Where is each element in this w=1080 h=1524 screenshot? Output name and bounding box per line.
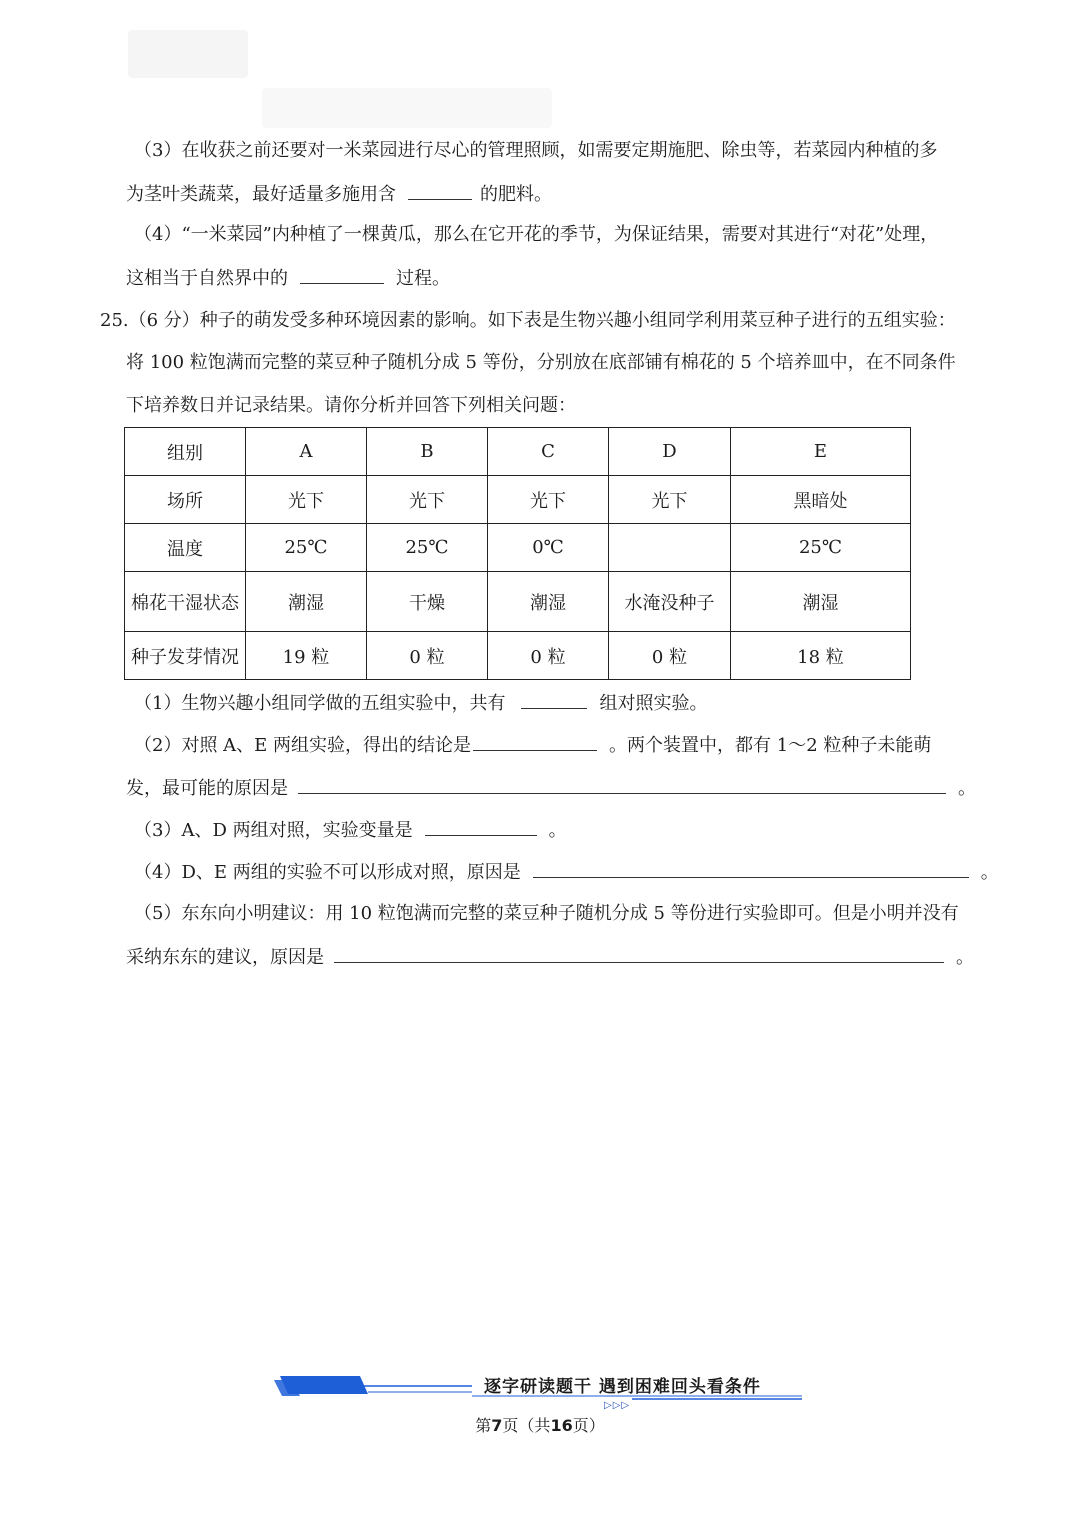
answer-blank[interactable]: [533, 859, 969, 878]
q24-part3-line2: 为茎叶类蔬菜，最好适量多施用含 的肥料。: [126, 181, 552, 208]
q25-sub4: （4）D、E 两组的实验不可以形成对照，原因是 。: [134, 859, 999, 886]
table-cell: 25℃: [731, 524, 911, 572]
table-cell: 0 粒: [488, 632, 609, 680]
table-cell: 0 粒: [609, 632, 731, 680]
answer-blank[interactable]: [521, 690, 587, 709]
page-number: 第7页（共16页）: [475, 1416, 605, 1435]
answer-blank[interactable]: [408, 181, 472, 200]
table-cell-empty[interactable]: [609, 524, 731, 572]
answer-blank[interactable]: [425, 817, 537, 836]
table-row: [125, 524, 911, 572]
answer-blank[interactable]: [298, 775, 946, 794]
footer-arrows-icon: ▷▷▷: [604, 1400, 631, 1411]
q24-part4-line1: （4）“一米菜园”内种植了一棵黄瓜，那么在它开花的季节，为保证结果，需要对其进行“对花”处理，: [134, 224, 939, 245]
q25-sub2-line1: （2）对照 A、E 两组实验，得出的结论是 。两个装置中，都有 1～2 粒种子未能萌: [134, 732, 931, 759]
footer-slogan: 逐字研读题干 遇到困难回头看条件: [484, 1377, 761, 1397]
table-cell: 温度: [125, 524, 246, 572]
table-cell: 光下: [246, 476, 367, 524]
table-cell: E: [731, 428, 911, 476]
table-cell: 光下: [609, 476, 731, 524]
table-cell: 25℃: [246, 524, 367, 572]
q25-sub5-line2: 采纳东东的建议，原因是 。: [126, 944, 974, 971]
table-cell: 光下: [488, 476, 609, 524]
table-cell: 干燥: [367, 572, 488, 632]
q25-intro-line1: 25.（6 分）种子的萌发受多种环境因素的影响。如下表是生物兴趣小组同学利用菜豆种子进行的五组实验：: [100, 310, 956, 331]
experiment-table: [124, 427, 911, 680]
q25-intro-line2: 将 100 粒饱满而完整的菜豆种子随机分成 5 等份，分别放在底部铺有棉花的 5 个培养皿中，在不同条件: [126, 352, 956, 373]
table-cell: 潮湿: [488, 572, 609, 632]
table-cell: 潮湿: [731, 572, 911, 632]
table-cell: 18 粒: [731, 632, 911, 680]
q25-sub1: （1）生物兴趣小组同学做的五组实验中，共有 组对照实验。: [134, 690, 707, 717]
table-cell: 0 粒: [367, 632, 488, 680]
q25-sub2-line2: 发，最可能的原因是 。: [126, 775, 976, 802]
table-cell: 0℃: [488, 524, 609, 572]
table-cell: 水淹没种子: [609, 572, 731, 632]
table-cell: 组别: [125, 428, 246, 476]
answer-blank[interactable]: [300, 265, 384, 284]
table-cell: A: [246, 428, 367, 476]
q24-part4-line2: 这相当于自然界中的 过程。: [126, 265, 450, 292]
answer-blank[interactable]: [334, 944, 944, 963]
table-cell: C: [488, 428, 609, 476]
q24-part3-line1: （3）在收获之前还要对一米菜园进行尽心的管理照顾，如需要定期施肥、除虫等，若菜园内种植的多: [134, 140, 938, 161]
table-cell: 棉花干湿状态: [125, 572, 246, 632]
answer-blank[interactable]: [473, 732, 597, 751]
table-cell: 19 粒: [246, 632, 367, 680]
table-row: [125, 572, 911, 632]
table-cell: 光下: [367, 476, 488, 524]
table-cell: B: [367, 428, 488, 476]
table-cell: D: [609, 428, 731, 476]
table-row: [125, 632, 911, 680]
table-cell: 潮湿: [246, 572, 367, 632]
q25-sub5-line1: （5）东东向小明建议：用 10 粒饱满而完整的菜豆种子随机分成 5 等份进行实验即可。但是小明并没有: [134, 903, 959, 924]
table-cell: 黑暗处: [731, 476, 911, 524]
table-cell: 种子发芽情况: [125, 632, 246, 680]
q25-sub3: （3）A、D 两组对照，实验变量是 。: [134, 817, 567, 844]
table-cell: 25℃: [367, 524, 488, 572]
table-header-row: [125, 428, 911, 476]
scan-smudge: [128, 30, 248, 78]
table-cell: 场所: [125, 476, 246, 524]
scan-smudge: [262, 88, 552, 128]
table-row: [125, 476, 911, 524]
q25-intro-line3: 下培养数日并记录结果。请你分析并回答下列相关问题：: [126, 395, 576, 416]
